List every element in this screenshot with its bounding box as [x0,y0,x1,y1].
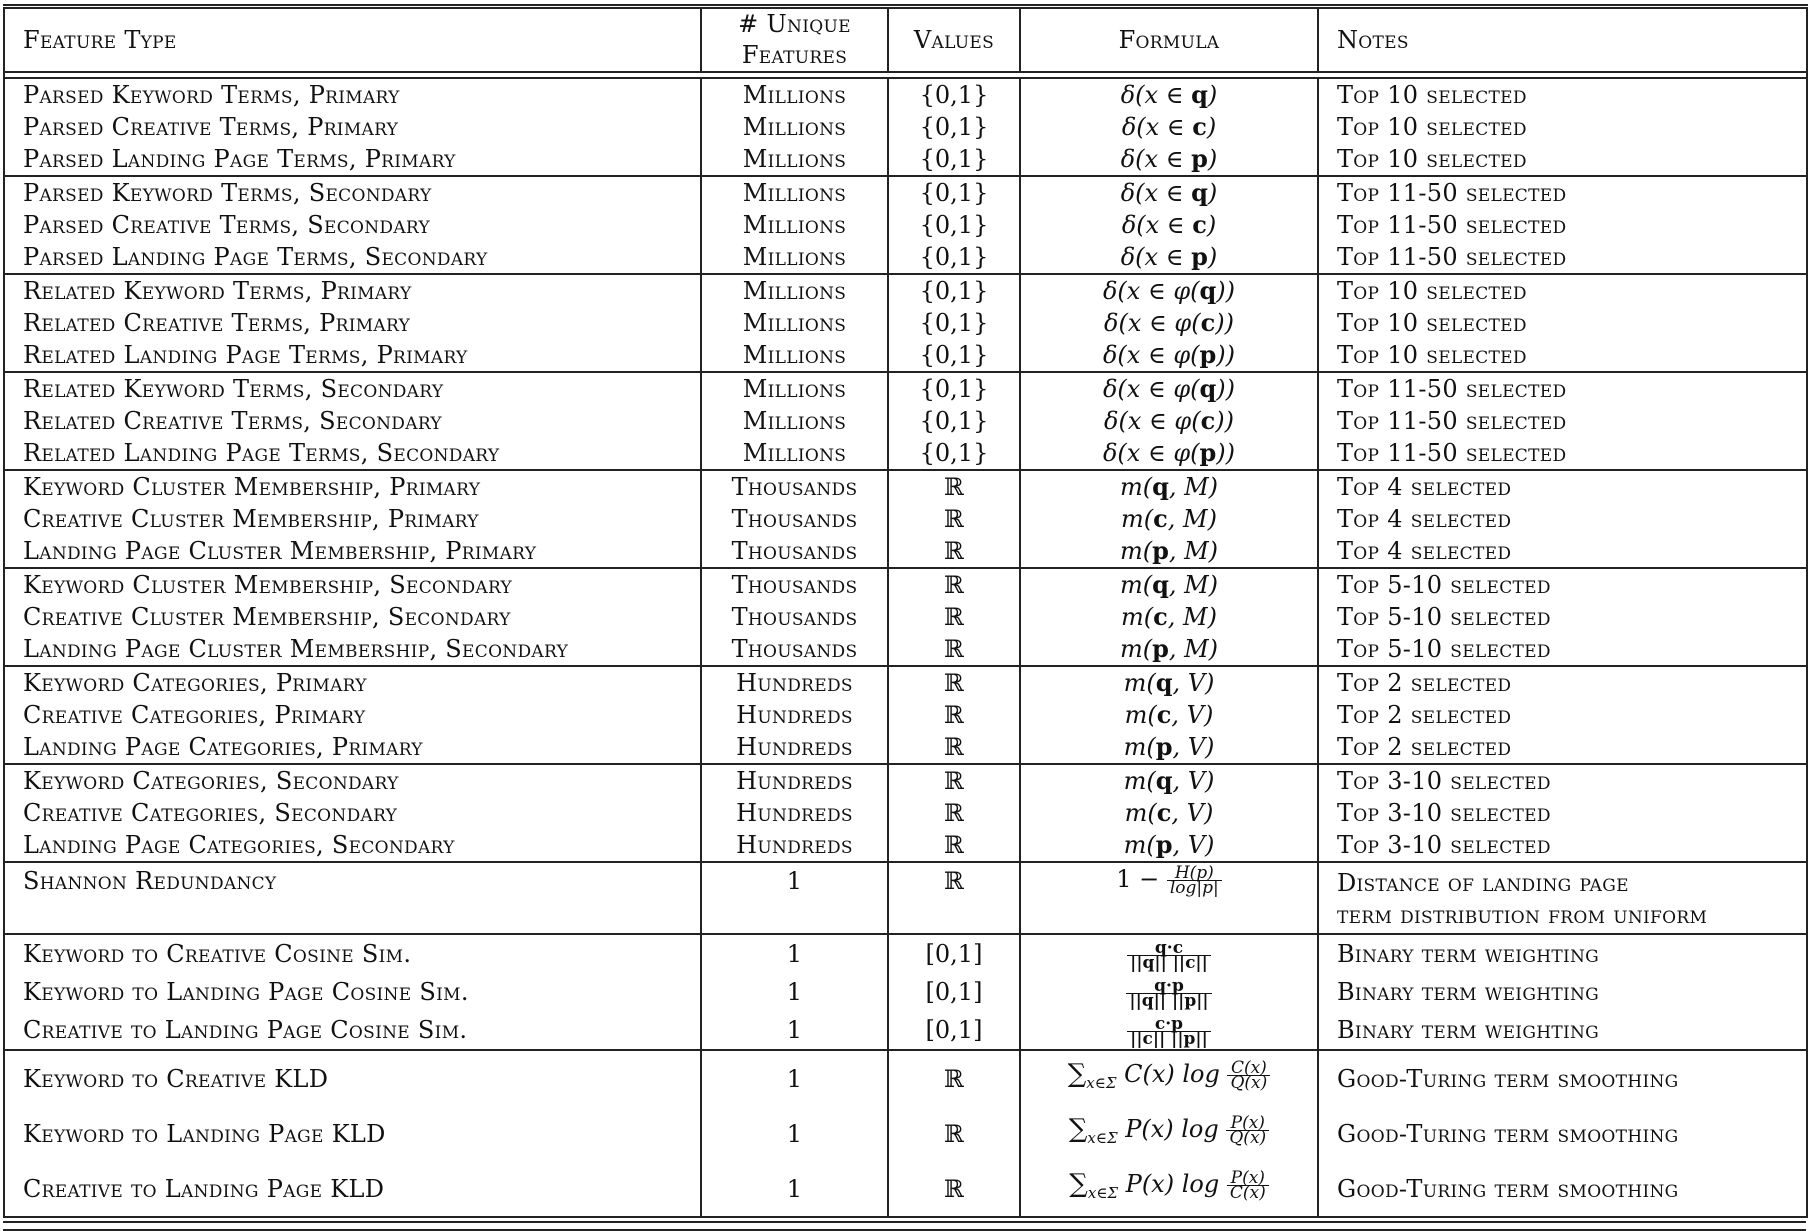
notes-cell: Top 11-50 selected [1318,437,1807,470]
formula-cell [1020,274,1318,307]
values-cell: ℝ [888,764,1020,797]
formula-cell [1020,699,1318,731]
table-row [4,666,1807,699]
table-row [4,1050,1807,1106]
notes-cell: Top 11-50 selected [1318,209,1807,241]
feature-type-cell: Keyword Categories, Secondary [4,764,701,797]
table-row [4,241,1807,274]
table-row [4,143,1807,176]
formula-term: P(x) log [1125,1115,1219,1143]
formula-text [1116,863,1222,898]
fraction [1126,976,1211,1011]
notes-cell: Top 10 selected [1318,143,1807,176]
fraction-numerator: H(p) [1167,866,1222,881]
feature-type-cell: Keyword to Landing Page KLD [4,1106,701,1161]
notes-cell: Binary term weighting [1318,973,1807,1011]
summation-symbol: ∑ [1068,1114,1088,1144]
fraction-denominator: C(x) [1229,1183,1266,1203]
table-row [4,470,1807,503]
values-cell: {0,1} [888,307,1020,339]
table-row [4,764,1807,797]
summation-symbol: ∑ [1069,1169,1088,1199]
values-cell: ℝ [888,862,1020,934]
unique-features-cell: 1 [701,1011,888,1050]
formula-cell [1020,666,1318,699]
feature-type-cell: Keyword Categories, Primary [4,666,701,699]
values-cell: ℝ [888,1050,1020,1106]
unique-features-cell: Millions [701,372,888,405]
formula-text [1126,976,1211,1011]
formula-cell [1020,1161,1318,1217]
fraction-denominator: Q(x) [1229,1128,1267,1148]
values-cell: {0,1} [888,209,1020,241]
unique-features-cell: 1 [701,973,888,1011]
feature-type-cell: Creative Cluster Membership, Secondary [4,601,701,633]
formula-cell [1020,405,1318,437]
table-row [4,1106,1807,1161]
fraction-numerator: q·c [1127,941,1211,956]
formula-cell [1020,633,1318,666]
notes-cell: Good-Turing term smoothing [1318,1161,1807,1217]
header-values: Values [888,7,1020,73]
formula-cell [1020,339,1318,372]
feature-table-wrapper [3,4,1806,1231]
formula-text: m(q, V) [1123,766,1215,795]
formula-cell [1020,241,1318,274]
feature-type-cell: Parsed Keyword Terms, Secondary [4,176,701,209]
fraction-denominator: Q(x) [1230,1073,1268,1093]
formula-cell [1020,568,1318,601]
table-row [4,699,1807,731]
unique-features-cell: Thousands [701,535,888,568]
table-row [4,111,1807,143]
notes-cell: Top 11-50 selected [1318,372,1807,405]
notes-cell: Top 5-10 selected [1318,633,1807,666]
feature-type-cell: Shannon Redundancy [4,862,701,934]
formula-text [1068,1113,1269,1148]
values-cell: {0,1} [888,437,1020,470]
table-bottom-rule [3,1221,1806,1231]
table-row [4,1011,1807,1050]
feature-type-cell: Creative to Landing Page Cosine Sim. [4,1011,701,1050]
fraction [1127,1014,1211,1049]
notes-cell: Top 4 selected [1318,503,1807,535]
unique-features-cell: Thousands [701,470,888,503]
unique-features-cell: Hundreds [701,731,888,764]
formula-cell [1020,143,1318,176]
formula-cell [1020,862,1318,934]
table-header-row [4,7,1807,73]
table-row [4,503,1807,535]
feature-type-cell: Related Keyword Terms, Secondary [4,372,701,405]
formula-text [1067,1058,1271,1093]
formula-cell [1020,470,1318,503]
fraction [1227,1058,1270,1093]
values-cell: ℝ [888,601,1020,633]
fraction-numerator: C(x) [1227,1061,1270,1076]
unique-features-cell: Millions [701,405,888,437]
values-cell: {0,1} [888,241,1020,274]
formula-text: δ(x ∈ φ(q)) [1102,374,1236,403]
values-cell: [0,1] [888,1011,1020,1050]
formula-text: m(p, M) [1119,536,1219,565]
header-unique-features: # Unique Features [701,7,888,73]
notes-cell: Top 10 selected [1318,111,1807,143]
table-row [4,633,1807,666]
unique-features-cell: Hundreds [701,829,888,862]
notes-cell: Top 3-10 selected [1318,764,1807,797]
values-cell: ℝ [888,829,1020,862]
unique-features-cell: Millions [701,176,888,209]
feature-type-cell: Landing Page Categories, Secondary [4,829,701,862]
notes-cell: Top 4 selected [1318,535,1807,568]
unique-features-cell: 1 [701,934,888,973]
notes-cell: Top 2 selected [1318,731,1807,764]
formula-cell [1020,934,1318,973]
unique-features-cell: Millions [701,209,888,241]
table-row [4,731,1807,764]
values-cell: ℝ [888,699,1020,731]
formula-text: δ(x ∈ φ(c)) [1104,406,1234,435]
formula-text: δ(x ∈ p) [1120,242,1218,271]
formula-text: δ(x ∈ φ(p)) [1102,438,1236,467]
fraction-denominator: ||q|| ||p|| [1129,991,1209,1011]
table-row [4,797,1807,829]
unique-features-cell: Hundreds [701,797,888,829]
formula-text: δ(x ∈ φ(p)) [1102,340,1236,369]
header-feature-type: Feature Type [4,7,701,73]
feature-type-cell: Related Landing Page Terms, Primary [4,339,701,372]
table-row [4,437,1807,470]
notes-cell: Top 10 selected [1318,339,1807,372]
unique-features-cell: Millions [701,339,888,372]
formula-cell [1020,797,1318,829]
notes-cell: Binary term weighting [1318,934,1807,973]
notes-cell [1318,862,1807,934]
feature-type-cell: Related Landing Page Terms, Secondary [4,437,701,470]
feature-type-cell: Creative to Landing Page KLD [4,1161,701,1217]
fraction-denominator: ||q|| ||c|| [1130,953,1208,973]
formula-text: m(q, V) [1123,668,1215,697]
values-cell: ℝ [888,503,1020,535]
summation-symbol: ∑ [1067,1059,1087,1089]
fraction-denominator: log|p| [1169,878,1219,898]
table-row [4,339,1807,372]
formula-term: P(x) log [1125,1170,1220,1198]
notes-cell: Top 2 selected [1318,666,1807,699]
unique-features-cell: 1 [701,862,888,934]
values-cell: ℝ [888,568,1020,601]
table-row [4,405,1807,437]
values-cell: ℝ [888,1106,1020,1161]
formula-cell [1020,111,1318,143]
notes-cell: Top 4 selected [1318,470,1807,503]
formula-text: m(c, V) [1124,798,1214,827]
table-row [4,535,1807,568]
values-cell: {0,1} [888,339,1020,372]
feature-type-cell: Related Creative Terms, Secondary [4,405,701,437]
formula-cell [1020,973,1318,1011]
formula-text [1069,1168,1268,1203]
unique-features-cell: 1 [701,1161,888,1217]
unique-features-cell: Thousands [701,601,888,633]
formula-cell [1020,601,1318,633]
formula-text [1127,938,1211,973]
notes-cell: Top 5-10 selected [1318,601,1807,633]
values-cell: [0,1] [888,973,1020,1011]
values-cell: ℝ [888,666,1020,699]
formula-text: m(p, V) [1123,830,1215,859]
fraction-denominator: ||c|| ||p|| [1130,1029,1208,1049]
table-row [4,973,1807,1011]
header-notes: Notes [1318,7,1807,73]
unique-features-cell: Millions [701,143,888,176]
values-cell: ℝ [888,1161,1020,1217]
formula-text: m(p, V) [1123,732,1215,761]
table-row [4,209,1807,241]
formula-cell [1020,731,1318,764]
formula-term: C(x) log [1124,1060,1220,1088]
feature-type-cell: Creative Categories, Primary [4,699,701,731]
table-row [4,934,1807,973]
table-row [4,78,1807,111]
notes-cell: Top 5-10 selected [1318,568,1807,601]
unique-features-cell: Hundreds [701,666,888,699]
unique-features-cell: Millions [701,274,888,307]
values-cell: {0,1} [888,405,1020,437]
formula-cell [1020,764,1318,797]
notes-line: Distance of landing page [1337,869,1629,897]
values-cell: ℝ [888,535,1020,568]
unique-features-cell: Thousands [701,568,888,601]
notes-cell: Top 3-10 selected [1318,829,1807,862]
formula-cell [1020,437,1318,470]
table-row [4,601,1807,633]
fraction-numerator: q·p [1126,979,1211,994]
feature-type-cell: Parsed Landing Page Terms, Secondary [4,241,701,274]
notes-cell: Top 11-50 selected [1318,176,1807,209]
unique-features-cell: Millions [701,307,888,339]
values-cell: {0,1} [888,111,1020,143]
formula-prefix: 1 − [1116,865,1160,893]
table-row [4,176,1807,209]
unique-features-cell: 1 [701,1050,888,1106]
values-cell: {0,1} [888,78,1020,111]
notes-cell: Top 10 selected [1318,274,1807,307]
notes-cell: Good-Turing term smoothing [1318,1050,1807,1106]
feature-type-cell: Related Keyword Terms, Primary [4,274,701,307]
notes-cell: Top 10 selected [1318,307,1807,339]
formula-text: m(c, V) [1124,700,1214,729]
values-cell: ℝ [888,797,1020,829]
formula-cell [1020,1106,1318,1161]
feature-type-cell: Parsed Landing Page Terms, Primary [4,143,701,176]
notes-cell: Top 3-10 selected [1318,797,1807,829]
table-body [4,72,1807,1217]
unique-features-cell: Millions [701,241,888,274]
unique-features-cell: Hundreds [701,764,888,797]
formula-cell [1020,78,1318,111]
formula-text: δ(x ∈ c) [1121,210,1217,239]
notes-cell: Top 2 selected [1318,699,1807,731]
values-cell: {0,1} [888,372,1020,405]
values-cell: ℝ [888,633,1020,666]
formula-cell [1020,372,1318,405]
formula-text: δ(x ∈ p) [1120,144,1218,173]
feature-type-cell: Landing Page Categories, Primary [4,731,701,764]
formula-text: δ(x ∈ φ(q)) [1102,276,1236,305]
formula-text: m(p, M) [1119,634,1219,663]
formula-text: m(q, M) [1119,570,1219,599]
values-cell: ℝ [888,470,1020,503]
formula-cell [1020,829,1318,862]
feature-type-cell: Keyword Cluster Membership, Secondary [4,568,701,601]
formula-text: δ(x ∈ q) [1120,80,1218,109]
values-cell: [0,1] [888,934,1020,973]
table-row [4,862,1807,934]
feature-type-cell: Landing Page Cluster Membership, Primary [4,535,701,568]
feature-type-cell: Keyword to Creative KLD [4,1050,701,1106]
formula-cell [1020,176,1318,209]
formula-cell [1020,209,1318,241]
formula-text: δ(x ∈ c) [1121,112,1217,141]
notes-cell: Top 10 selected [1318,78,1807,111]
formula-cell [1020,1050,1318,1106]
table-row [4,568,1807,601]
table-row [4,829,1807,862]
formula-text: δ(x ∈ φ(c)) [1104,308,1234,337]
table-row [4,307,1807,339]
fraction [1227,1168,1269,1203]
values-cell: {0,1} [888,143,1020,176]
unique-features-cell: Thousands [701,503,888,535]
formula-text: m(q, M) [1119,472,1219,501]
notes-cell: Good-Turing term smoothing [1318,1106,1807,1161]
fraction [1167,863,1222,898]
table-row [4,274,1807,307]
fraction-numerator: P(x) [1226,1116,1269,1131]
fraction [1127,938,1211,973]
summation-subscript: x∈Σ [1086,1074,1117,1092]
feature-type-cell: Keyword Cluster Membership, Primary [4,470,701,503]
notes-cell: Binary term weighting [1318,1011,1807,1050]
feature-type-cell: Creative Categories, Secondary [4,797,701,829]
formula-text: δ(x ∈ q) [1120,178,1218,207]
formula-cell [1020,503,1318,535]
notes-line: term distribution from uniform [1337,901,1708,929]
formula-cell [1020,535,1318,568]
values-cell: ℝ [888,731,1020,764]
unique-features-cell: Hundreds [701,699,888,731]
formula-text [1127,1014,1211,1049]
feature-type-cell: Landing Page Cluster Membership, Secondary [4,633,701,666]
header-formula: Formula [1020,7,1318,73]
fraction-numerator: P(x) [1227,1171,1269,1186]
fraction [1226,1113,1269,1148]
feature-type-cell: Creative Cluster Membership, Primary [4,503,701,535]
unique-features-cell: Millions [701,111,888,143]
feature-type-cell: Keyword to Landing Page Cosine Sim. [4,973,701,1011]
notes-cell: Top 11-50 selected [1318,241,1807,274]
feature-type-cell: Parsed Creative Terms, Primary [4,111,701,143]
feature-type-cell: Parsed Creative Terms, Secondary [4,209,701,241]
table-row [4,372,1807,405]
table-row [4,1161,1807,1217]
summation-subscript: x∈Σ [1087,1129,1118,1147]
notes-cell: Top 11-50 selected [1318,405,1807,437]
unique-features-cell: 1 [701,1106,888,1161]
formula-cell [1020,1011,1318,1050]
feature-type-cell: Parsed Keyword Terms, Primary [4,78,701,111]
fraction-numerator: c·p [1127,1017,1211,1032]
unique-features-cell: Millions [701,78,888,111]
formula-cell [1020,307,1318,339]
formula-text: m(c, M) [1121,504,1217,533]
unique-features-cell: Millions [701,437,888,470]
formula-text: m(c, M) [1121,602,1217,631]
values-cell: {0,1} [888,274,1020,307]
summation-subscript: x∈Σ [1087,1184,1119,1202]
values-cell: {0,1} [888,176,1020,209]
unique-features-cell: Thousands [701,633,888,666]
feature-table [3,4,1808,1218]
feature-type-cell: Keyword to Creative Cosine Sim. [4,934,701,973]
feature-type-cell: Related Creative Terms, Primary [4,307,701,339]
